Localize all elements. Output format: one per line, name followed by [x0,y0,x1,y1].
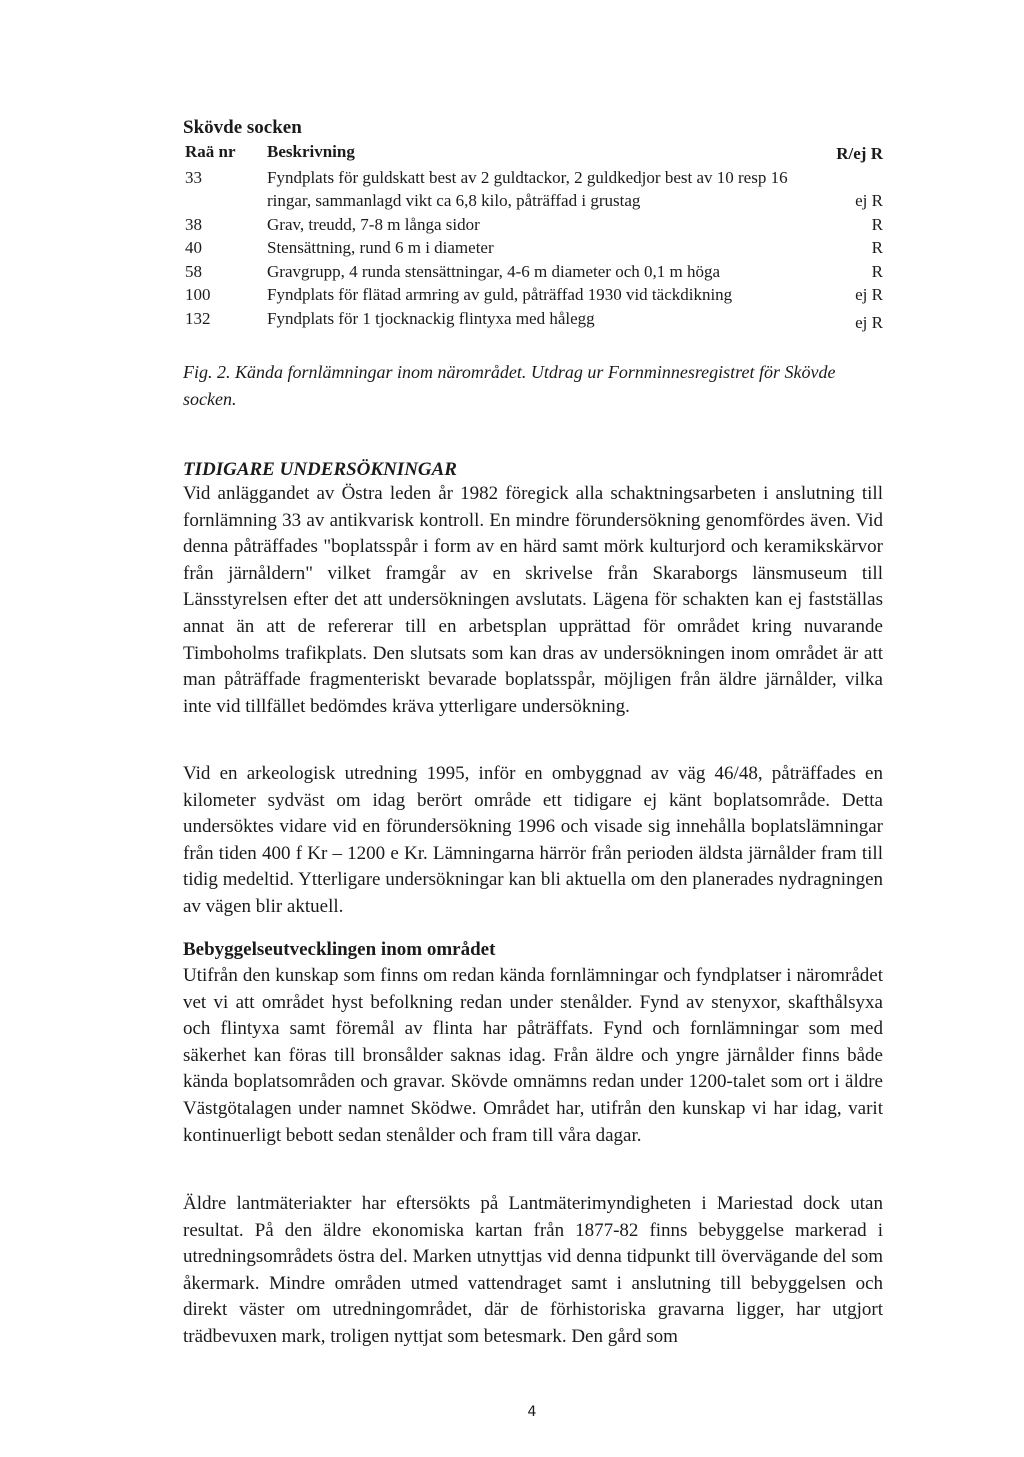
table-header-row [183,140,883,164]
table-row [183,236,883,260]
cell-r-status: R [871,261,883,281]
tidigare-paragraph-2: Vid en arkeologisk utredning 1995, inför en ombyggnad av väg 46/48, påträffades en kilometer sydväst om idag berört område ett tidigare ej känt boplatsområde. Detta undersöktes vidare vid en förundersökning 1996 och visade sig innehålla boplatslämningar från tiden 400 f Kr – 1200 e Kr. Lämningarna härrör från perioden äldsta järnålder fram till tidig medeltid. Ytterligare undersökningar kan bli aktuella om den planerades nydragningen av vägen blir aktuell. [183,763,883,917]
cell-nr: 100 [185,285,211,304]
cell-description: Grav, treudd, 7-8 m långa sidor [267,214,480,234]
bebyggelse-paragraph-1: Utifrån den kunskap som finns om redan kända fornlämningar och fyndplatser i närområdet vet vi att området hyst befolkning redan under stenålder. Fynd av stenyxor, skafthålsyxa och flintyxa samt föremål av flinta har påträffats. Fynd och fornlämningar som med säkerhet kan föras till bronsålder saknas idag. Från äldre och yngre järnålder finns både kända boplatsområden och gravar. Skövde omnämns redan under 1200-talet som ort i äldre Västgötalagen under namnet Sködwe. Området har, utifrån den kunskap vi har idag, varit kontinuerligt bebott sedan stenålder och fram till våra dagar. [183,965,883,1146]
cell-description: Fyndplats för 1 tjocknackig flintyxa med hålegg [267,308,595,328]
tidigare-paragraph-1: Vid anläggandet av Östra leden år 1982 föregick alla schaktningsarbeten i anslutning till fornlämning 33 av antikvarisk kontroll. En mindre förundersökning genomfördes även. Vid denna påträffades "boplatsspår i form av en härd samt mörk kulturjord och keramikskärvor från järnåldern" vilket framgår av en skrivelse från Skaraborgs länsmuseum till Länsstyrelsen efter det att undersökningen avslutats. Lägena för schakten kan ej fastställas annat än att de refererar till en arbetsplan upprättad för området kring nuvarande Timboholms trafikplats. Den slutsats som kan dras av undersökningen inom området är att man påträffade fragmenteriskt bevarade boplatsspår, möjligen från äldre järnålder, vilka inte vid tillfället bedömdes kräva ytterligare undersökning. [183,483,883,717]
cell-r-status: ej R [855,191,883,210]
table-row [183,213,883,237]
cell-nr: 38 [185,214,202,234]
cell-nr: 132 [185,308,211,328]
cell-r-status: R [871,214,883,234]
bebyggelse-paragraph-2: Äldre lantmäteriakter har eftersökts på Lantmäterimyndigheten i Mariestad dock utan resultat. På den äldre ekonomiska kartan från 1877-82 finns bebyggelse markerad i utredningsområdets östra del. Marken utnyttjas vid denna tidpunkt till övervägande del som åkermark. Mindre områden utmed vattendraget samt i anslutning till bebyggelsen och direkt väster om utredningområdet, där de förhistoriska gravarna ligger, har utgjort trädbevuxen mark, troligen nyttjat som betesmark. Den gård som [183,1193,883,1347]
cell-r-status: ej R [855,285,883,304]
cell-nr: 40 [185,238,202,257]
cell-r-status: ej R [855,312,883,332]
header-description: Beskrivning [267,142,355,161]
table-row [183,307,883,331]
table-row [183,260,883,284]
table-row [183,166,883,213]
page-number: 4 [527,1404,537,1420]
monument-table [183,140,883,330]
figure-caption: Fig. 2. Kända fornlämningar inom närområdet. Utdrag ur Fornminnesregistret för Skövde socken. [183,362,836,409]
header-nr: Raä nr [185,142,236,161]
cell-description: Gravgrupp, 4 runda stensättningar, 4-6 m diameter och 0,1 m höga [267,261,721,281]
section-title: Skövde socken [183,117,302,138]
table-row [183,283,883,307]
cell-r-status: R [871,238,883,257]
cell-nr: 58 [185,261,202,281]
cell-description: Stensättning, rund 6 m i diameter [267,238,494,257]
header-r-status: R/ej R [836,144,883,163]
cell-description: Fyndplats för guldskatt best av 2 guldtackor, 2 guldkedjor best av 10 resp 16 ringar, sammanlagd vikt ca 6,8 kilo, påträffad i grustag [267,167,788,210]
bebyggelse-heading: Bebyggelseutvecklingen inom området [183,939,496,960]
cell-nr: 33 [185,167,202,187]
cell-description: Fyndplats för flätad armring av guld, påträffad 1930 vid täckdikning [267,285,733,304]
tidigare-heading: TIDIGARE UNDERSÖKNINGAR [183,459,457,480]
